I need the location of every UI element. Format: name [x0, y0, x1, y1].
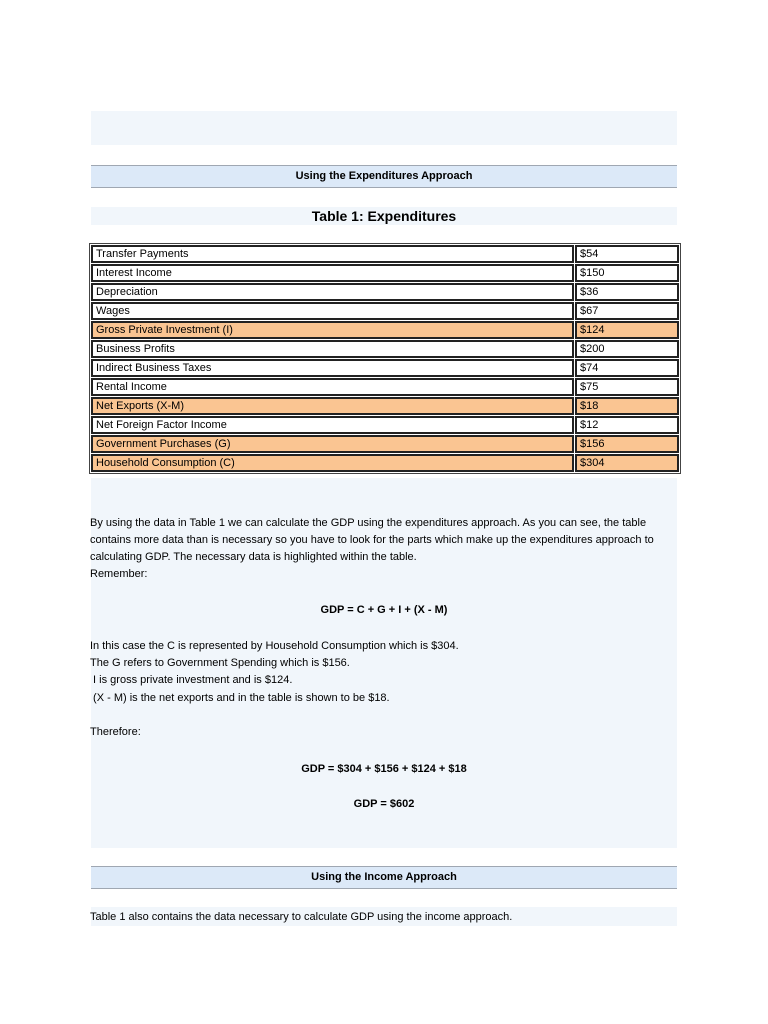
table-row — [91, 302, 679, 320]
income-approach-intro: Table 1 also contains the data necessary to calculate GDP using the income approach. — [90, 911, 513, 923]
table-row — [91, 397, 679, 415]
therefore-label: Therefore: — [90, 726, 141, 738]
top-blank-band — [91, 111, 677, 145]
i-explanation: I is gross private investment and is $124. — [90, 674, 293, 686]
row-value: $156 — [575, 435, 679, 453]
remember-label: Remember: — [90, 568, 148, 580]
table-row — [91, 321, 679, 339]
expenditures-table-body — [91, 245, 679, 472]
row-value: $36 — [575, 283, 679, 301]
income-approach-header: Using the Income Approach — [91, 866, 677, 889]
table-row — [91, 359, 679, 377]
row-value: $74 — [575, 359, 679, 377]
row-label: Business Profits — [91, 340, 574, 358]
expenditures-approach-header: Using the Expenditures Approach — [91, 165, 677, 188]
gdp-result: GDP = $602 — [353, 798, 415, 810]
table-row — [91, 340, 679, 358]
row-label: Rental Income — [91, 378, 574, 396]
gdp-calculation: GDP = $304 + $156 + $124 + $18 — [301, 763, 467, 775]
gdp-formula: GDP = C + G + I + (X - M) — [320, 604, 448, 616]
row-label: Indirect Business Taxes — [91, 359, 574, 377]
table-row — [91, 378, 679, 396]
row-label: Wages — [91, 302, 574, 320]
c-explanation: In this case the C is represented by Household Consumption which is $304. — [90, 640, 459, 652]
table-title: Table 1: Expenditures — [91, 207, 677, 225]
row-label: Interest Income — [91, 264, 574, 282]
expenditures-table — [89, 243, 681, 474]
row-value: $54 — [575, 245, 679, 263]
table-row — [91, 245, 679, 263]
row-value: $12 — [575, 416, 679, 434]
row-value: $124 — [575, 321, 679, 339]
row-label: Net Exports (X-M) — [91, 397, 574, 415]
row-label: Depreciation — [91, 283, 574, 301]
table-row — [91, 454, 679, 472]
row-label: Net Foreign Factor Income — [91, 416, 574, 434]
table-row — [91, 416, 679, 434]
row-value: $75 — [575, 378, 679, 396]
explanation-line-3: calculating GDP. The necessary data is highlighted within the table. — [90, 551, 417, 563]
row-value: $67 — [575, 302, 679, 320]
row-label: Transfer Payments — [91, 245, 574, 263]
explanation-line-1: By using the data in Table 1 we can calculate the GDP using the expenditures approach. As you can see, the table — [90, 517, 647, 529]
row-value: $150 — [575, 264, 679, 282]
explanation-line-2: contains more data than is necessary so you have to look for the parts which make up the expenditures approach to — [90, 534, 654, 546]
row-label: Government Purchases (G) — [91, 435, 574, 453]
xm-explanation: (X - M) is the net exports and in the table is shown to be $18. — [90, 692, 390, 704]
table-row — [91, 264, 679, 282]
table-row — [91, 435, 679, 453]
row-label: Gross Private Investment (I) — [91, 321, 574, 339]
row-value: $200 — [575, 340, 679, 358]
row-value: $18 — [575, 397, 679, 415]
table-row — [91, 283, 679, 301]
row-value: $304 — [575, 454, 679, 472]
row-label: Household Consumption (C) — [91, 454, 574, 472]
g-explanation: The G refers to Government Spending which is $156. — [90, 657, 350, 669]
